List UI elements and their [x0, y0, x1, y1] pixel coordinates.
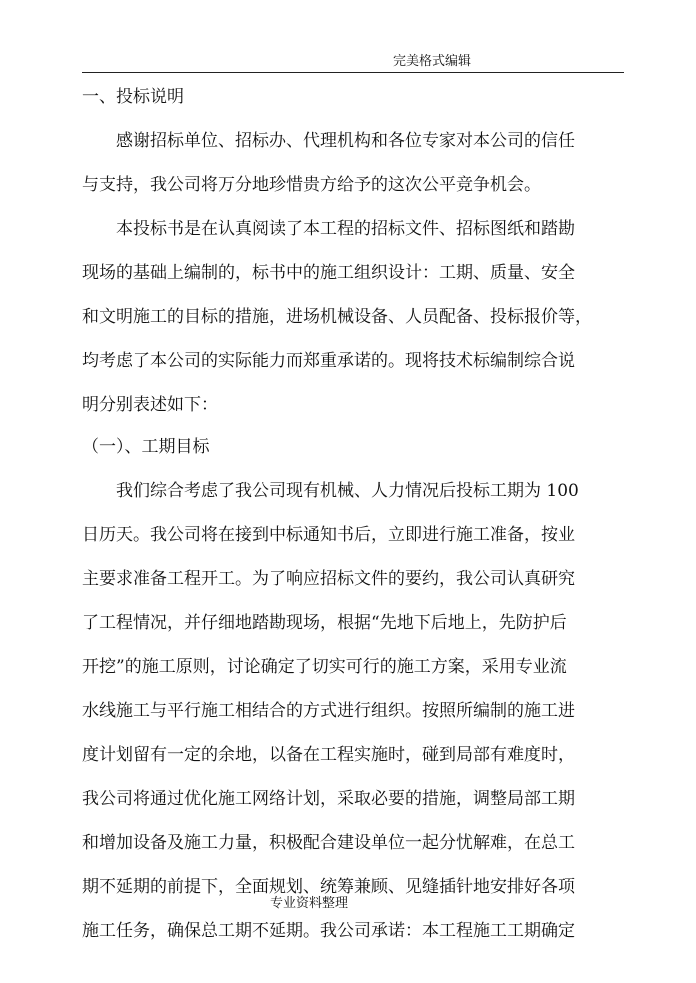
- paragraph-line: 感谢招标单位、招标办、代理机构和各位专家对本公司的信任: [116, 131, 575, 151]
- page-footer-label: 专业资料整理: [270, 896, 349, 911]
- paragraph-line: 度计划留有一定的余地，以备在工程实施时，碰到局部有难度时，: [82, 745, 575, 765]
- header-divider: [82, 72, 624, 73]
- subsection-heading: （一）、工期目标: [82, 437, 210, 457]
- paragraph-line: 明分别表述如下：: [82, 395, 218, 415]
- paragraph-line: 和文明施工的目标的措施，进场机械设备、人员配备、投标报价等，: [82, 307, 592, 327]
- paragraph-line: 与支持，我公司将万分地珍惜贵方给予的这次公平竞争机会。: [82, 175, 541, 195]
- paragraph-line: 我公司将通过优化施工网络计划，采取必要的措施，调整局部工期: [82, 789, 575, 809]
- paragraph-line: 开挖”的施工原则，讨论确定了切实可行的施工方案，采用专业流: [82, 657, 567, 677]
- paragraph-line: 施工任务，确保总工期不延期。我公司承诺：本工程施工工期确定: [82, 921, 575, 941]
- paragraph-line: 期不延期的前提下，全面规划、统筹兼顾、见缝插针地安排好各项: [82, 877, 575, 897]
- paragraph-line: 日历天。我公司将在接到中标通知书后，立即进行施工准备，按业: [82, 525, 575, 545]
- paragraph-line: 水线施工与平行施工相结合的方式进行组织。按照所编制的施工进: [82, 701, 575, 721]
- paragraph-line: 现场的基础上编制的，标书中的施工组织设计：工期、质量、安全: [82, 263, 575, 283]
- paragraph-line: 我们综合考虑了我公司现有机械、人力情况后投标工期为 100: [116, 481, 579, 501]
- paragraph-line: 均考虑了本公司的实际能力而郑重承诺的。现将技术标编制综合说: [82, 351, 575, 371]
- section-heading: 一、投标说明: [82, 87, 184, 107]
- paragraph-line: 本投标书是在认真阅读了本工程的招标文件、招标图纸和踏勘: [116, 219, 575, 239]
- paragraph-line: 了工程情况，并仔细地踏勘现场，根据“先地下后地上，先防护后: [82, 613, 567, 633]
- paragraph-line: 和增加设备及施工力量，积极配合建设单位一起分忧解难，在总工: [82, 833, 575, 853]
- paragraph-line: 主要求准备工程开工。为了响应招标文件的要约，我公司认真研究: [82, 569, 575, 589]
- page-header-label: 完美格式编辑: [393, 54, 472, 69]
